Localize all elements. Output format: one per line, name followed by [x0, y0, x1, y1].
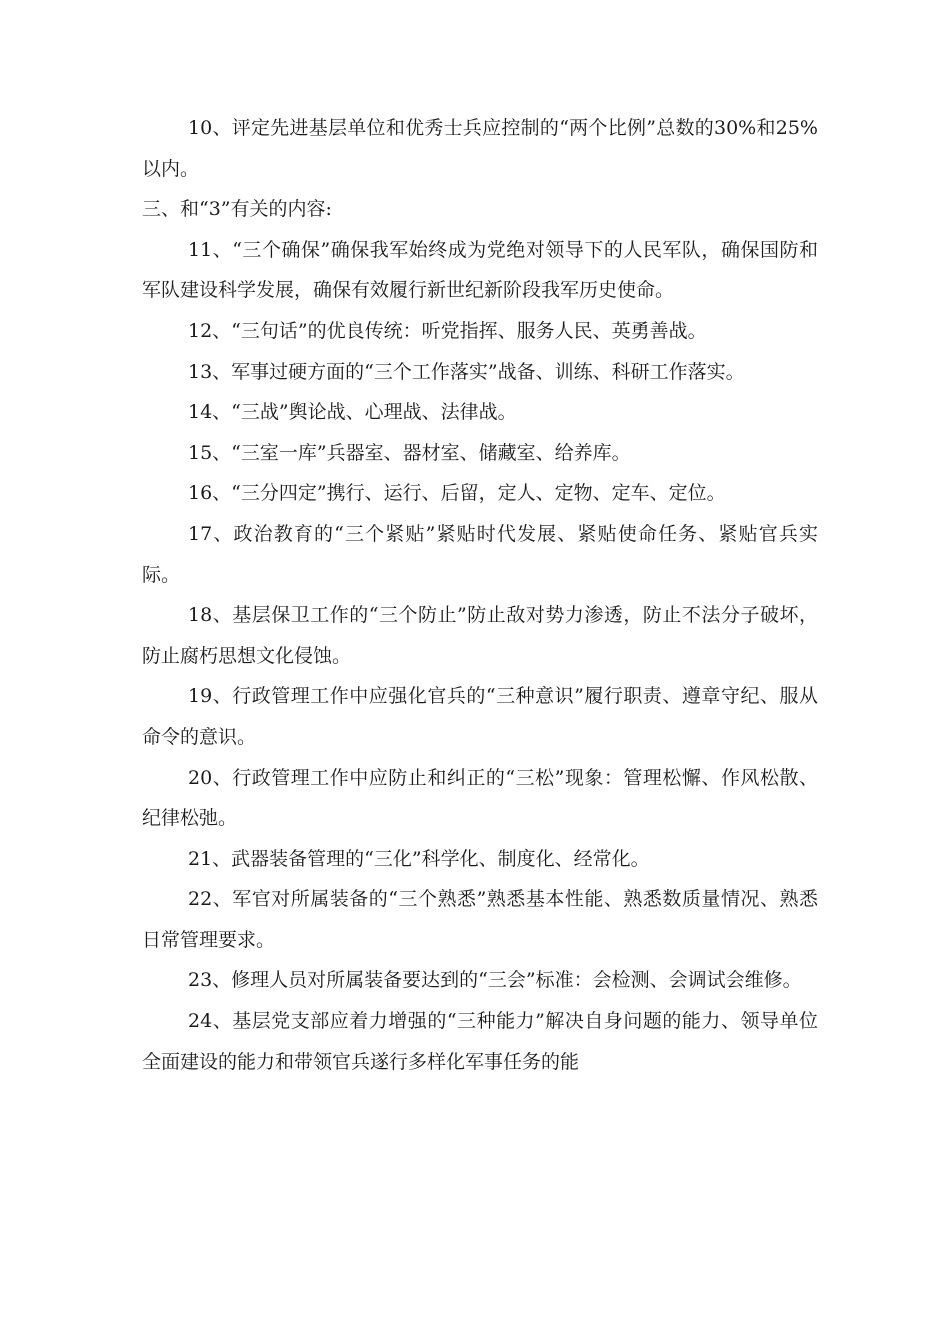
paragraph-item-11: 11、“三个确保”确保我军始终成为党绝对领导下的人民军队，确保国防和军队建设科学发展，确保有效履行新世纪新阶段我军历史使命。 — [142, 238, 818, 302]
paragraph-item-16: 16、“三分四定”携行、运行、后留，定人、定物、定车、定位。 — [188, 482, 726, 505]
paragraph-item-20: 20、行政管理工作中应防止和纠正的“三松”现象：管理松懈、作风松散、纪律松弛。 — [142, 766, 818, 830]
paragraph-item-10: 10、评定先进基层单位和优秀士兵应控制的“两个比例”总数的30%和25%以内。 — [142, 117, 818, 180]
paragraph-item-24: 24、基层党支部应着力增强的“三种能力”解决自身问题的能力、领导单位全面建设的能力和带领官兵遂行多样化军事任务的能 — [142, 1010, 818, 1073]
paragraph-item-12: 12、“三句话”的优良传统：听党指挥、服务人民、英勇善战。 — [188, 319, 707, 342]
section-heading-three: 三、和“3”有关的内容: — [142, 198, 332, 221]
paragraph-item-13: 13、军事过硬方面的“三个工作落实”战备、训练、科研工作落实。 — [188, 360, 745, 383]
paragraph-item-19: 19、行政管理工作中应强化官兵的“三种意识”履行职责、遵章守纪、服从命令的意识。 — [142, 685, 818, 748]
paragraph-item-23: 23、修理人员对所属装备要达到的“三会”标准：会检测、会调试会维修。 — [188, 969, 802, 992]
paragraph-item-21: 21、武器装备管理的“三化”科学化、制度化、经常化。 — [188, 847, 650, 870]
paragraph-item-17: 17、政治教育的“三个紧贴”紧贴时代发展、紧贴使命任务、紧贴官兵实际。 — [142, 522, 818, 586]
paragraph-item-18: 18、基层保卫工作的“三个防止”防止敌对势力渗透，防止不法分子破坏，防止腐朽思想文化侵蚀。 — [142, 604, 818, 667]
paragraph-item-15: 15、“三室一库”兵器室、器材室、储藏室、给养库。 — [188, 441, 631, 464]
paragraph-item-14: 14、“三战”舆论战、心理战、法律战。 — [188, 401, 517, 424]
body-text — [142, 108, 818, 1082]
paragraph-item-22: 22、军官对所属装备的“三个熟悉”熟悉基本性能、熟悉数质量情况、熟悉日常管理要求。 — [142, 888, 818, 951]
